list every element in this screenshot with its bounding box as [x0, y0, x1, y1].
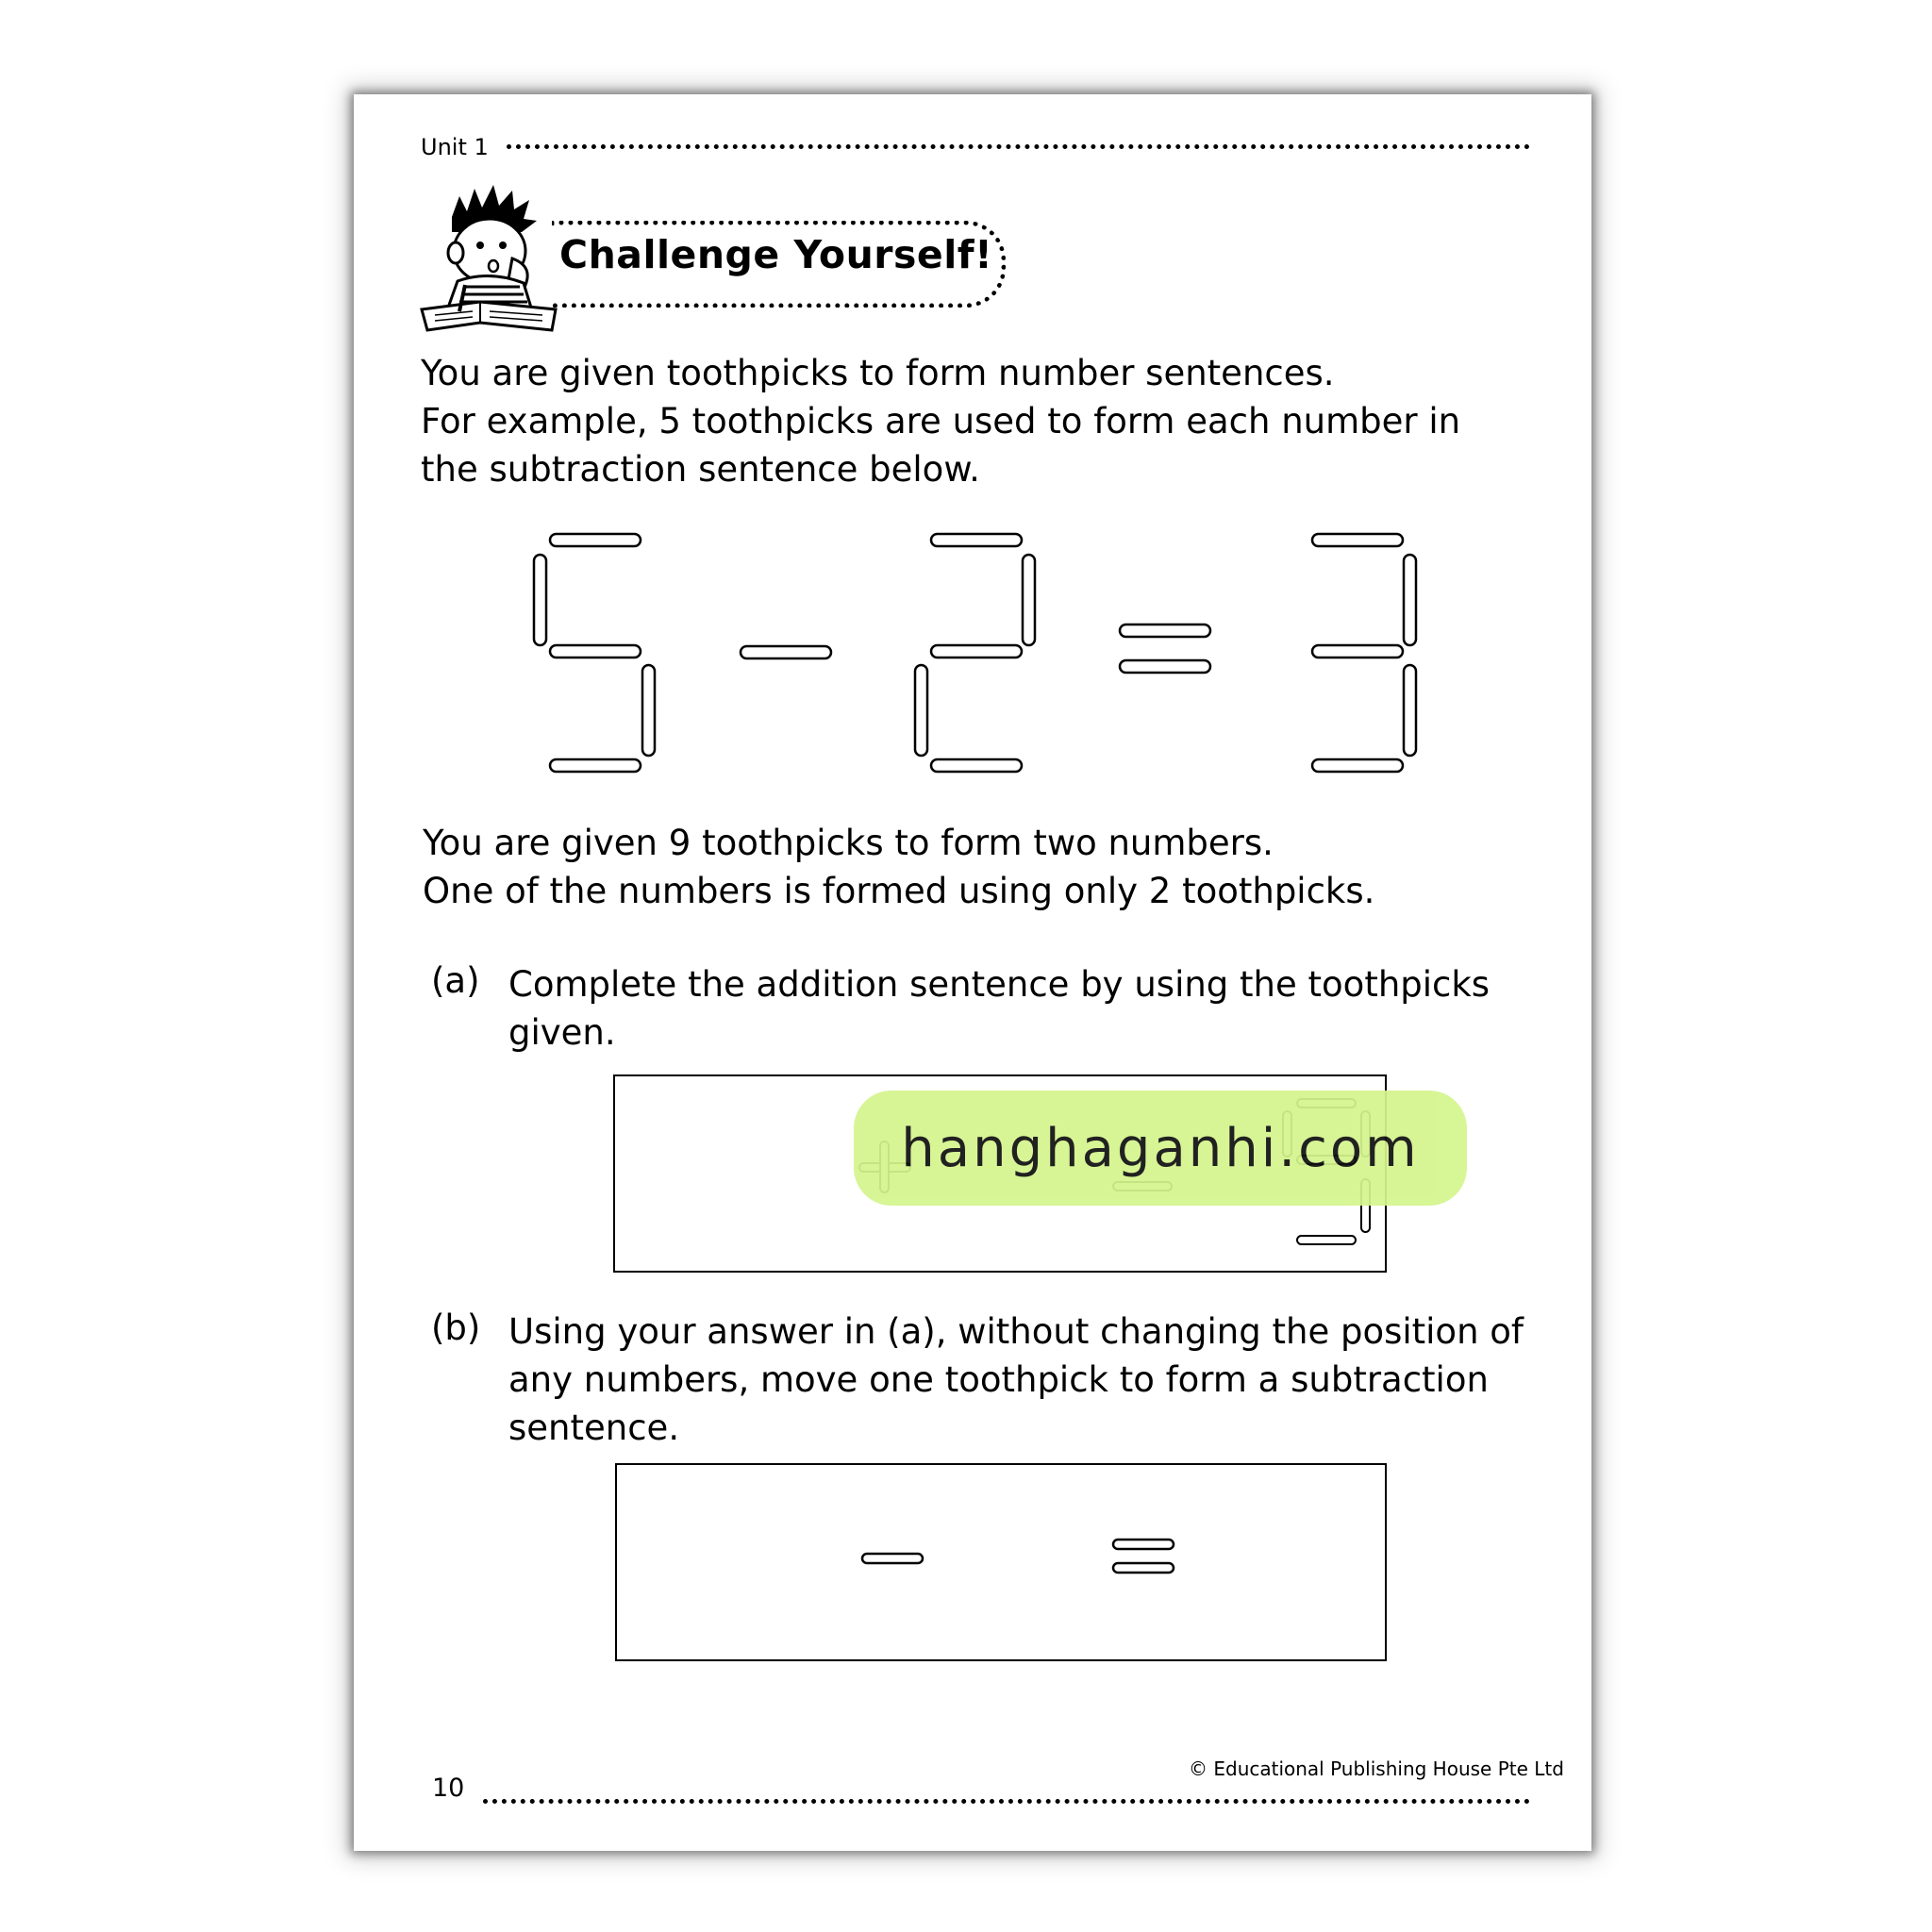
question-b-text: Using your answer in (a), without changing the position of any numbers, move one toothpick to form a subtraction sentence. [508, 1311, 1524, 1448]
given-line: One of the numbers is formed using only 2 toothpicks. [423, 871, 1375, 911]
question-a-text: Complete the addition sentence by using the toothpicks given. [508, 964, 1491, 1053]
banner-title: Challenge Yourself! [559, 232, 993, 277]
intro-line: the subtraction sentence below. [421, 449, 980, 490]
answer-b-toothpicks [354, 94, 1591, 1698]
footer-dotted-rule [483, 1799, 1530, 1804]
minus-toothpick [862, 1554, 923, 1563]
question-b-label: (b) [431, 1307, 481, 1348]
page-number: 10 [432, 1774, 465, 1803]
watermark-label: hanghaganhi.com [854, 1091, 1467, 1206]
question-a-label: (a) [431, 960, 480, 1001]
given-line: You are given 9 toothpicks to form two numbers. [423, 823, 1274, 863]
copyright-text: © Educational Publishing House Pte Ltd [1189, 1757, 1564, 1780]
intro-line: You are given toothpicks to form number sentences. [421, 353, 1335, 393]
equals-toothpick-bottom [1113, 1563, 1174, 1573]
intro-line: For example, 5 toothpicks are used to form each number in [421, 401, 1461, 441]
worksheet-page [354, 94, 1591, 1851]
equals-toothpick-top [1113, 1540, 1174, 1549]
unit-label: Unit 1 [421, 134, 489, 160]
